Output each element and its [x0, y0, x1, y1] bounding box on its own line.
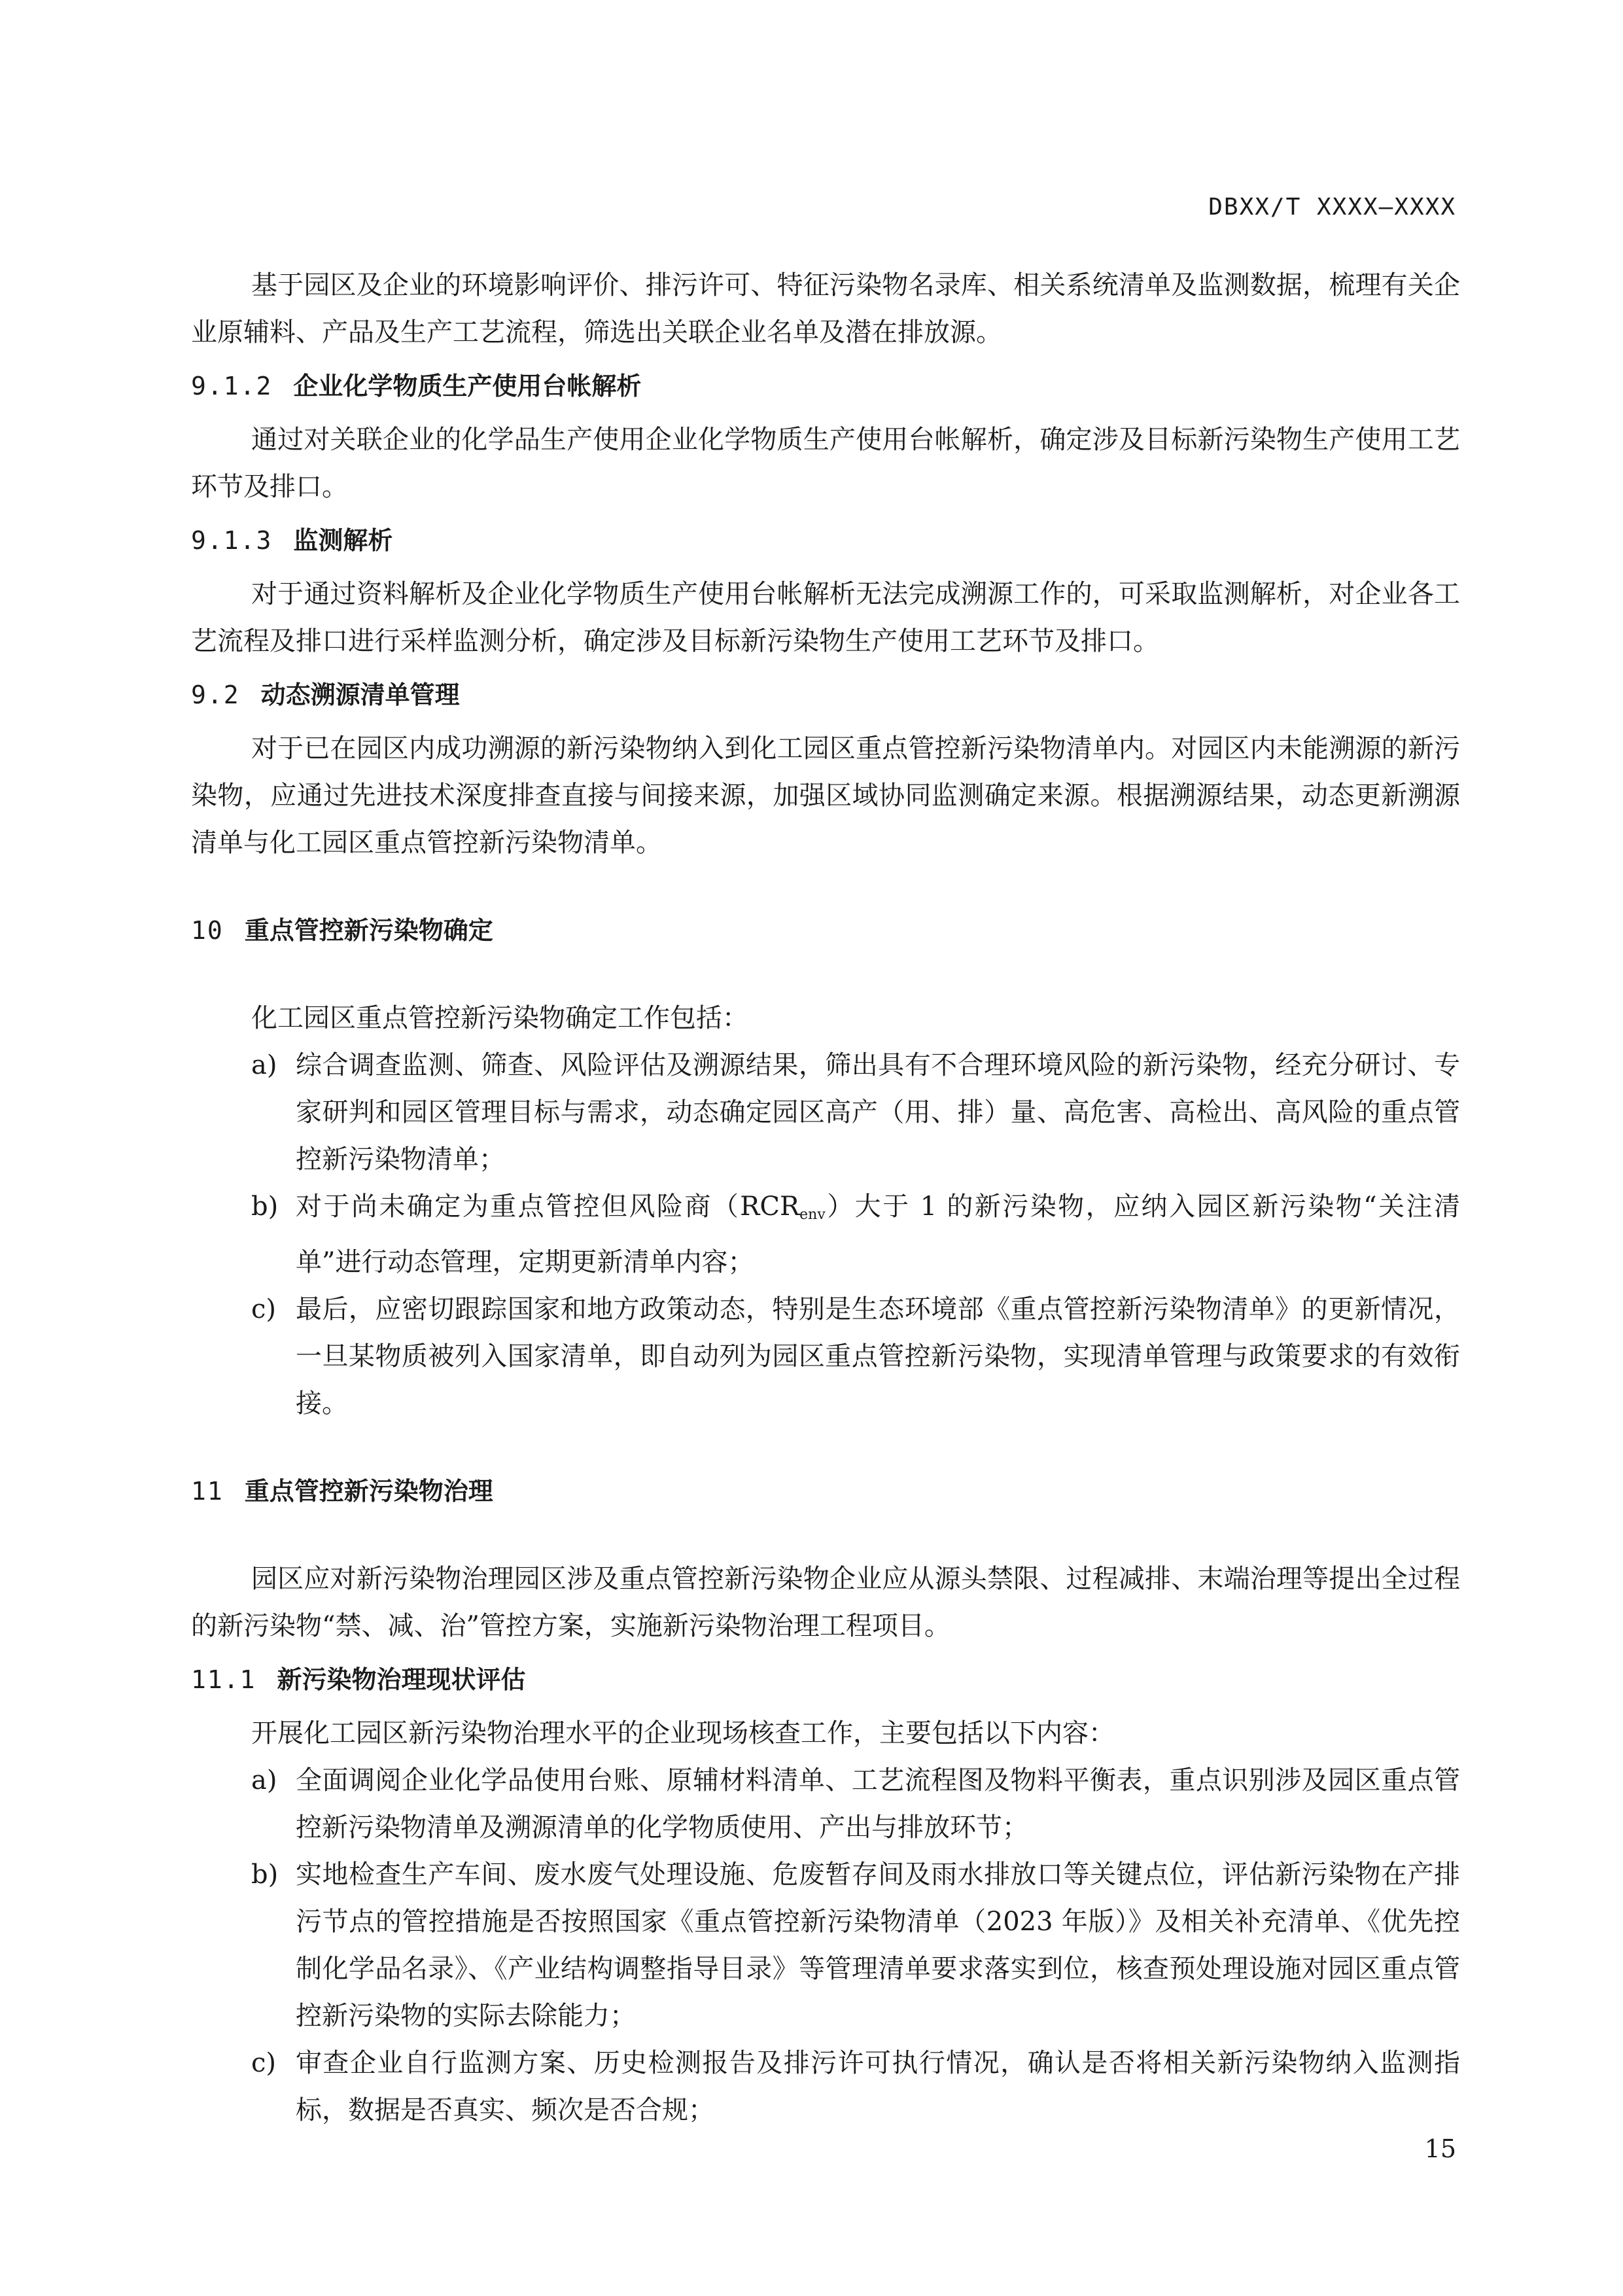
list-item	[191, 1286, 1460, 1427]
list-intro: 化工园区重点管控新污染物确定工作包括：	[251, 1003, 748, 1033]
section-number: 9.2	[191, 680, 240, 709]
section-number: 11	[191, 1477, 224, 1506]
paragraph: 园区应对新污染物治理园区涉及重点管控新污染物企业应从源头禁限、过程减排、末端治理等提出全过程的新污染物“禁、减、治”管控方案，实施新污染物治理工程项目。	[191, 1564, 1460, 1641]
document-body	[191, 262, 1460, 2134]
section-title: 企业化学物质生产使用台帐解析	[293, 372, 642, 400]
section-heading-11	[191, 1468, 1460, 1515]
list-item	[191, 1851, 1460, 2040]
section-title: 新污染物治理现状评估	[277, 1665, 526, 1694]
list-item-text: 全面调阅企业化学品使用台账、原辅材料清单、工艺流程图及物料平衡表，重点识别涉及园区重点管控新污染物清单及溯源清单的化学物质使用、产出与排放环节；	[296, 1765, 1460, 1843]
section-title: 重点管控新污染物治理	[244, 1477, 493, 1506]
document-code-header: DBXX/T XXXX—XXXX	[1208, 194, 1456, 221]
list-intro: 开展化工园区新污染物治理水平的企业现场核查工作，主要包括以下内容：	[251, 1718, 1115, 1748]
list-marker: b)	[251, 1860, 279, 1890]
list-marker: a)	[251, 1050, 277, 1080]
inspection-list	[191, 1757, 1460, 2134]
section-heading-11-1	[191, 1656, 1460, 1703]
paragraph: 通过对关联企业的化学品生产使用企业化学物质生产使用台帐解析，确定涉及目标新污染物生产使用工艺环节及排口。	[191, 425, 1460, 502]
list-item	[191, 1183, 1460, 1286]
section-number: 9.1.2	[191, 372, 273, 400]
paragraph: 对于已在园区内成功溯源的新污染物纳入到化工园区重点管控新污染物清单内。对园区内未能溯源的新污染物，应通过先进技术深度排查直接与间接来源，加强区域协同监测确定来源。根据溯源结果，动态更新溯源清单与化工园区重点管控新污染物清单。	[191, 733, 1460, 858]
list-item	[191, 1757, 1460, 1851]
subscript: env	[799, 1207, 826, 1223]
list-item-text-part: ）大于 1 的新污染物，应纳入园区新污染物“关注清单”进行动态管理，定期更新清单内容；	[296, 1192, 1460, 1277]
section-heading-9-1-3	[191, 517, 1460, 564]
section-number: 11.1	[191, 1665, 256, 1694]
section-number: 9.1.3	[191, 526, 273, 555]
section-title: 重点管控新污染物确定	[244, 916, 493, 945]
section-number: 10	[191, 916, 224, 945]
section-title: 动态溯源清单管理	[260, 680, 460, 709]
list-marker: a)	[251, 1765, 277, 1795]
section-heading-9-2	[191, 671, 1460, 718]
list-marker: c)	[251, 2048, 277, 2078]
section-title: 监测解析	[293, 526, 393, 555]
list-item-text-part: 对于尚未确定为重点管控但风险商（RCR	[296, 1192, 800, 1222]
paragraph: 对于通过资料解析及企业化学物质生产使用台帐解析无法完成溯源工作的，可采取监测解析，对企业各工艺流程及排口进行采样监测分析，确定涉及目标新污染物生产使用工艺环节及排口。	[191, 579, 1460, 656]
list-item	[191, 1042, 1460, 1183]
page-number: 15	[1424, 2134, 1456, 2163]
list-item-text: 审查企业自行监测方案、历史检测报告及排污许可执行情况，确认是否将相关新污染物纳入监测指标，数据是否真实、频次是否合规；	[296, 2048, 1460, 2125]
section-heading-10	[191, 907, 1460, 954]
list-item-text: 综合调查监测、筛查、风险评估及溯源结果，筛出具有不合理环境风险的新污染物，经充分研讨、专家研判和园区管理目标与需求，动态确定园区高产（用、排）量、高危害、高检出、高风险的重点管控新污染物清单；	[296, 1050, 1460, 1174]
list-item-text: 最后，应密切跟踪国家和地方政策动态，特别是生态环境部《重点管控新污染物清单》的更新情况，一旦某物质被列入国家清单，即自动列为园区重点管控新污染物，实现清单管理与政策要求的有效衔接。	[296, 1294, 1460, 1419]
list-marker: b)	[251, 1192, 279, 1222]
section-heading-9-1-2	[191, 362, 1460, 410]
list-item	[191, 2040, 1460, 2134]
requirement-list	[191, 1042, 1460, 1427]
list-marker: c)	[251, 1294, 277, 1324]
list-item-text: 实地检查生产车间、废水废气处理设施、危废暂存间及雨水排放口等关键点位，评估新污染物在产排污节点的管控措施是否按照国家《重点管控新污染物清单（2023 年版）》及相关补充清单、《优先控制化学品名录》、《产业结构调整指导目录》等管理清单要求落实到位，核查预处理设施对园区重点管控新污染物的实际去除能力；	[296, 1860, 1460, 2031]
list-item-text	[296, 1183, 1460, 1286]
paragraph: 基于园区及企业的环境影响评价、排污许可、特征污染物名录库、相关系统清单及监测数据，梳理有关企业原辅料、产品及生产工艺流程，筛选出关联企业名单及潜在排放源。	[191, 270, 1460, 347]
